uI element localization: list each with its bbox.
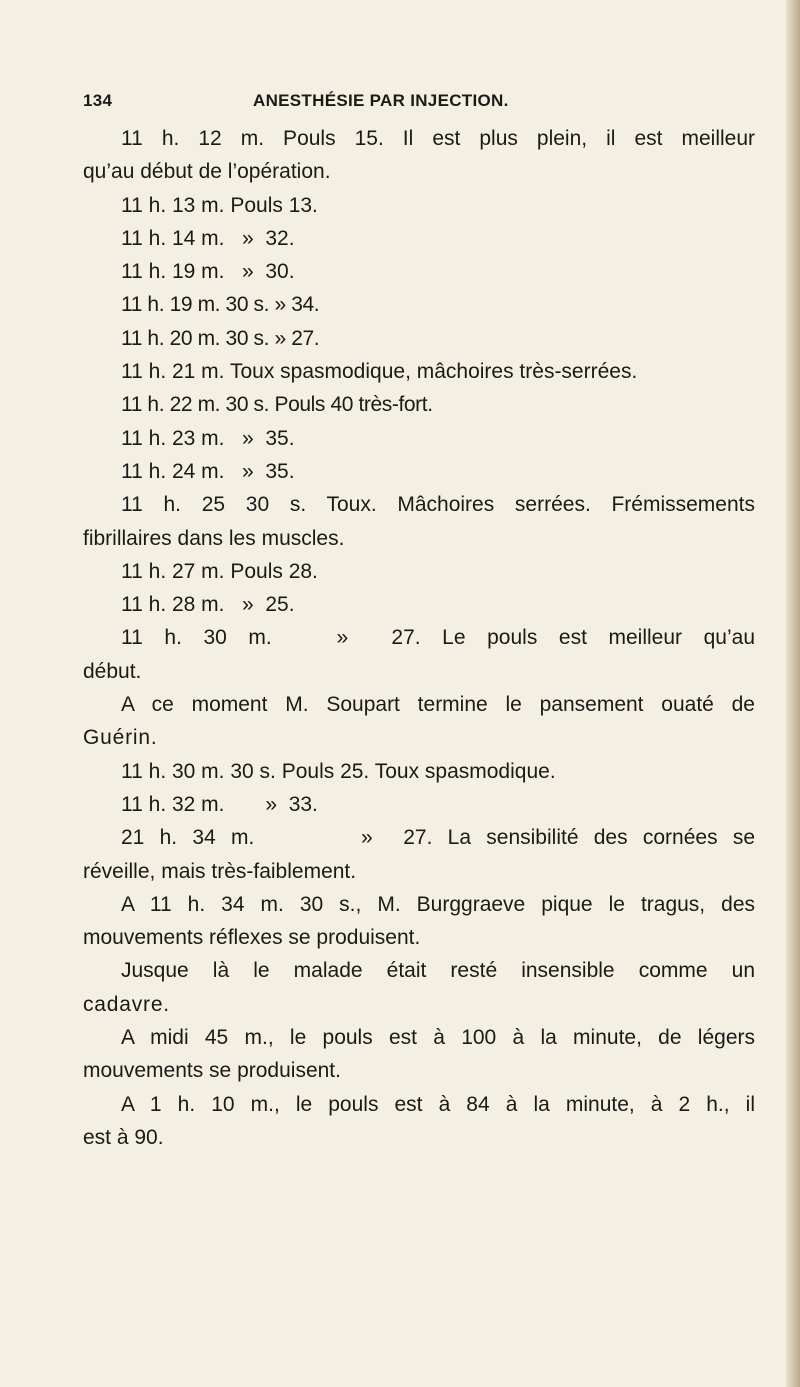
text-line: 11 h. 21 m. Toux spasmodique, mâchoires très-serrées. <box>121 360 638 384</box>
text-line: 11 h. 28 m. » 25. <box>121 593 295 617</box>
text-line: 11 h. 19 m. » 30. <box>121 260 295 284</box>
text-line: A 11 h. 34 m. 30 s., M. Burggraeve pique le tragus, des <box>121 892 755 916</box>
text-line: 11 h. 12 m. Pouls 15. Il est plus plein, il est meilleur <box>121 127 755 150</box>
text-line: début. <box>83 659 142 683</box>
text-line: 11 h. 13 m. Pouls 13. <box>121 193 318 217</box>
text-line: fibrillaires dans les muscles. <box>83 526 345 550</box>
body-text <box>83 122 755 1154</box>
text-line: 11 h. 20 m. 30 s. » 27. <box>121 326 320 350</box>
text-line: 11 h. 25 30 s. Toux. Mâchoires serrées. Frémissements <box>121 493 755 517</box>
text-line: mouvements réflexes se produisent. <box>83 926 421 950</box>
running-title: ANESTHÉSIE PAR INJECTION. <box>253 91 509 110</box>
text-line: A 1 h. 10 m., le pouls est à 84 à la minute, à 2 h., il <box>121 1092 755 1116</box>
page-header <box>83 91 743 115</box>
text-line: 11 h. 23 m. » 35. <box>121 426 295 450</box>
text-line: 11 h. 24 m. » 35. <box>121 459 295 483</box>
text-line: 11 h. 32 m. » 33. <box>121 792 318 816</box>
page-edge <box>786 0 800 1387</box>
text-line: est à 90. <box>83 1125 164 1149</box>
text-line: Jusque là le malade était resté insensible comme un <box>121 959 755 983</box>
text-line: 11 h. 22 m. 30 s. Pouls 40 très-fort. <box>121 393 433 417</box>
text-line: A ce moment M. Soupart termine le pansement ouaté de <box>121 693 755 717</box>
text-line: 11 h. 30 m. » 27. Le pouls est meilleur qu’au <box>121 626 755 650</box>
text-line: 11 h. 30 m. 30 s. Pouls 25. Toux spasmodique. <box>121 759 556 783</box>
text-line: 11 h. 19 m. 30 s. » 34. <box>121 293 320 317</box>
text-line: A midi 45 m., le pouls est à 100 à la minute, de légers <box>121 1026 755 1050</box>
text-line: 11 h. 27 m. Pouls 28. <box>121 559 318 583</box>
text-line: 21 h. 34 m. » 27. La sensibilité des cornées se <box>121 826 755 850</box>
page-number: 134 <box>83 91 113 110</box>
text-line: qu’au début de l’opération. <box>83 160 331 184</box>
text-line: 11 h. 14 m. » 32. <box>121 226 295 250</box>
text-line: cadavre. <box>83 992 170 1016</box>
text-line: réveille, mais très-faiblement. <box>83 859 357 883</box>
text-line: Guérin. <box>83 726 158 750</box>
text-line: mouvements se produisent. <box>83 1059 341 1083</box>
